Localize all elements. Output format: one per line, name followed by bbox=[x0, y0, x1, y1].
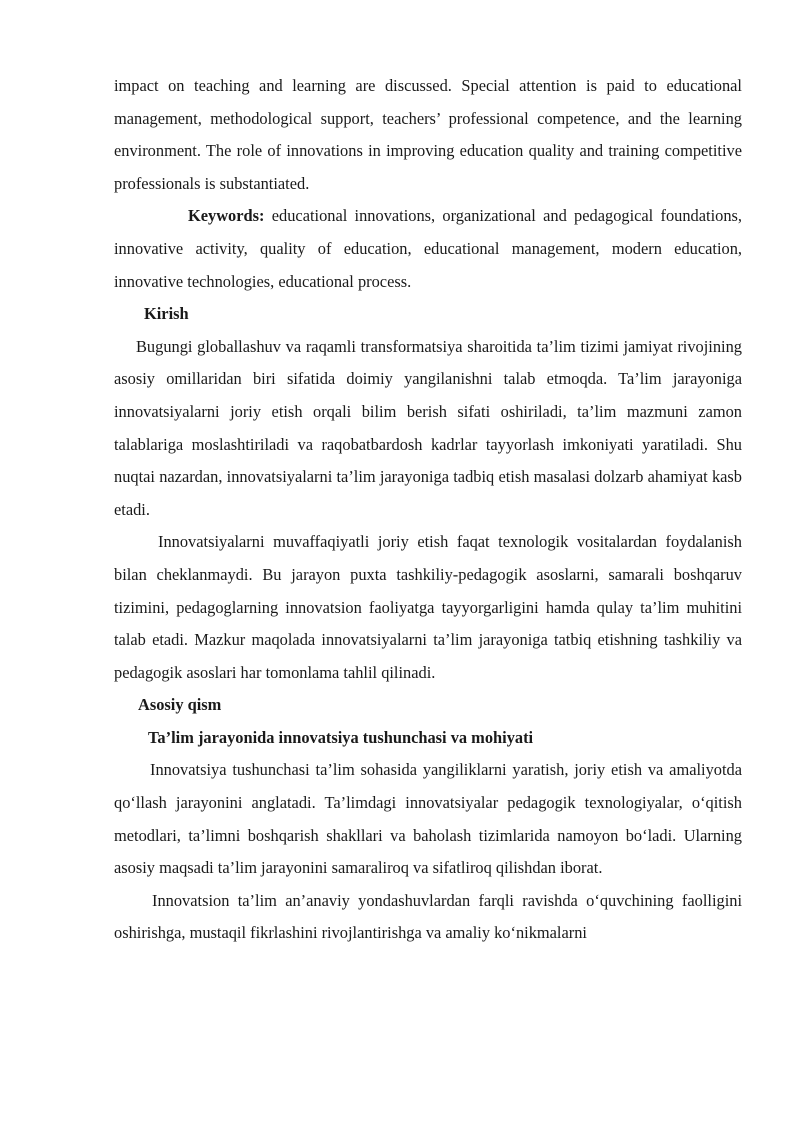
main-paragraph-2: Innovatsion ta’lim an’anaviy yondashuvlardan farqli ravishda o‘quvchining faolligini oshirishga, mustaqil fikrlashini rivojlantirishga va amaliy ko‘nikmalarni bbox=[114, 890, 742, 943]
section-heading-main: Asosiy qism bbox=[138, 695, 222, 715]
keywords-text: educational innovations, organizational and pedagogical foundations, innovative activity, quality of education, educational management, modern education, innovative technologies, educational process. bbox=[114, 206, 742, 291]
main-paragraph-1: Innovatsiya tushunchasi ta’lim sohasida yangiliklarni yaratish, joriy etish va amaliyotda qo‘llash jarayonini anglatadi. Ta’limdagi innovatsiyalar pedagogik texnologiyalar, o‘qitish metodlari, ta’limni boshqarish shakllari va baholash tizimlarida namoyon bo‘ladi. Ularning asosiy maqsadi ta’lim jarayonini samaraliroq va sifatliroq qilishdan iborat. bbox=[114, 760, 742, 878]
intro-paragraph-1: Bugungi globallashuv va raqamli transformatsiya sharoitida ta’lim tizimi jamiyat rivojining asosiy omillaridan biri sifatida doimiy yangilanishni talab etmoqda. Ta’lim jarayoniga innovatsiyalarni joriy etish orqali bilim berish sifati oshiriladi, ta’lim mazmuni zamon talablariga moslashtiriladi va raqobatbardosh kadrlar tayyorlash imkoniyati yaratiladi. Shu nuqtai nazardan, innovatsiyalarni ta’lim jarayoniga tadbiq etish masalasi dolzarb ahamiyat kasb etadi. bbox=[114, 336, 742, 519]
document-page bbox=[114, 70, 742, 950]
section-heading-intro: Kirish bbox=[144, 304, 189, 324]
subsection-heading: Ta’lim jarayonida innovatsiya tushunchasi va mohiyati bbox=[148, 727, 534, 747]
keywords-paragraph bbox=[114, 200, 742, 298]
abstract-continuation: impact on teaching and learning are discussed. Special attention is paid to educational management, methodological support, teachers’ professional competence, and the learning environment. The role of innovations in improving education quality and training competitive professionals is substantiated. bbox=[114, 76, 742, 193]
intro-paragraph-2: Innovatsiyalarni muvaffaqiyatli joriy etish faqat texnologik vositalardan foydalanish bilan cheklanmaydi. Bu jarayon puxta tashkiliy-pedagogik asoslarni, samarali boshqaruv tizimini, pedagoglarning innovatsion faoliyatga tayyorgarligini hamda qulay ta’lim muhitini talab etadi. Mazkur maqolada innovatsiyalarni ta’lim jarayoniga tatbiq etishning tashkiliy va pedagogik asoslari har tomonlama tahlil qilinadi. bbox=[114, 532, 742, 682]
keywords-label: Keywords: bbox=[188, 206, 265, 226]
